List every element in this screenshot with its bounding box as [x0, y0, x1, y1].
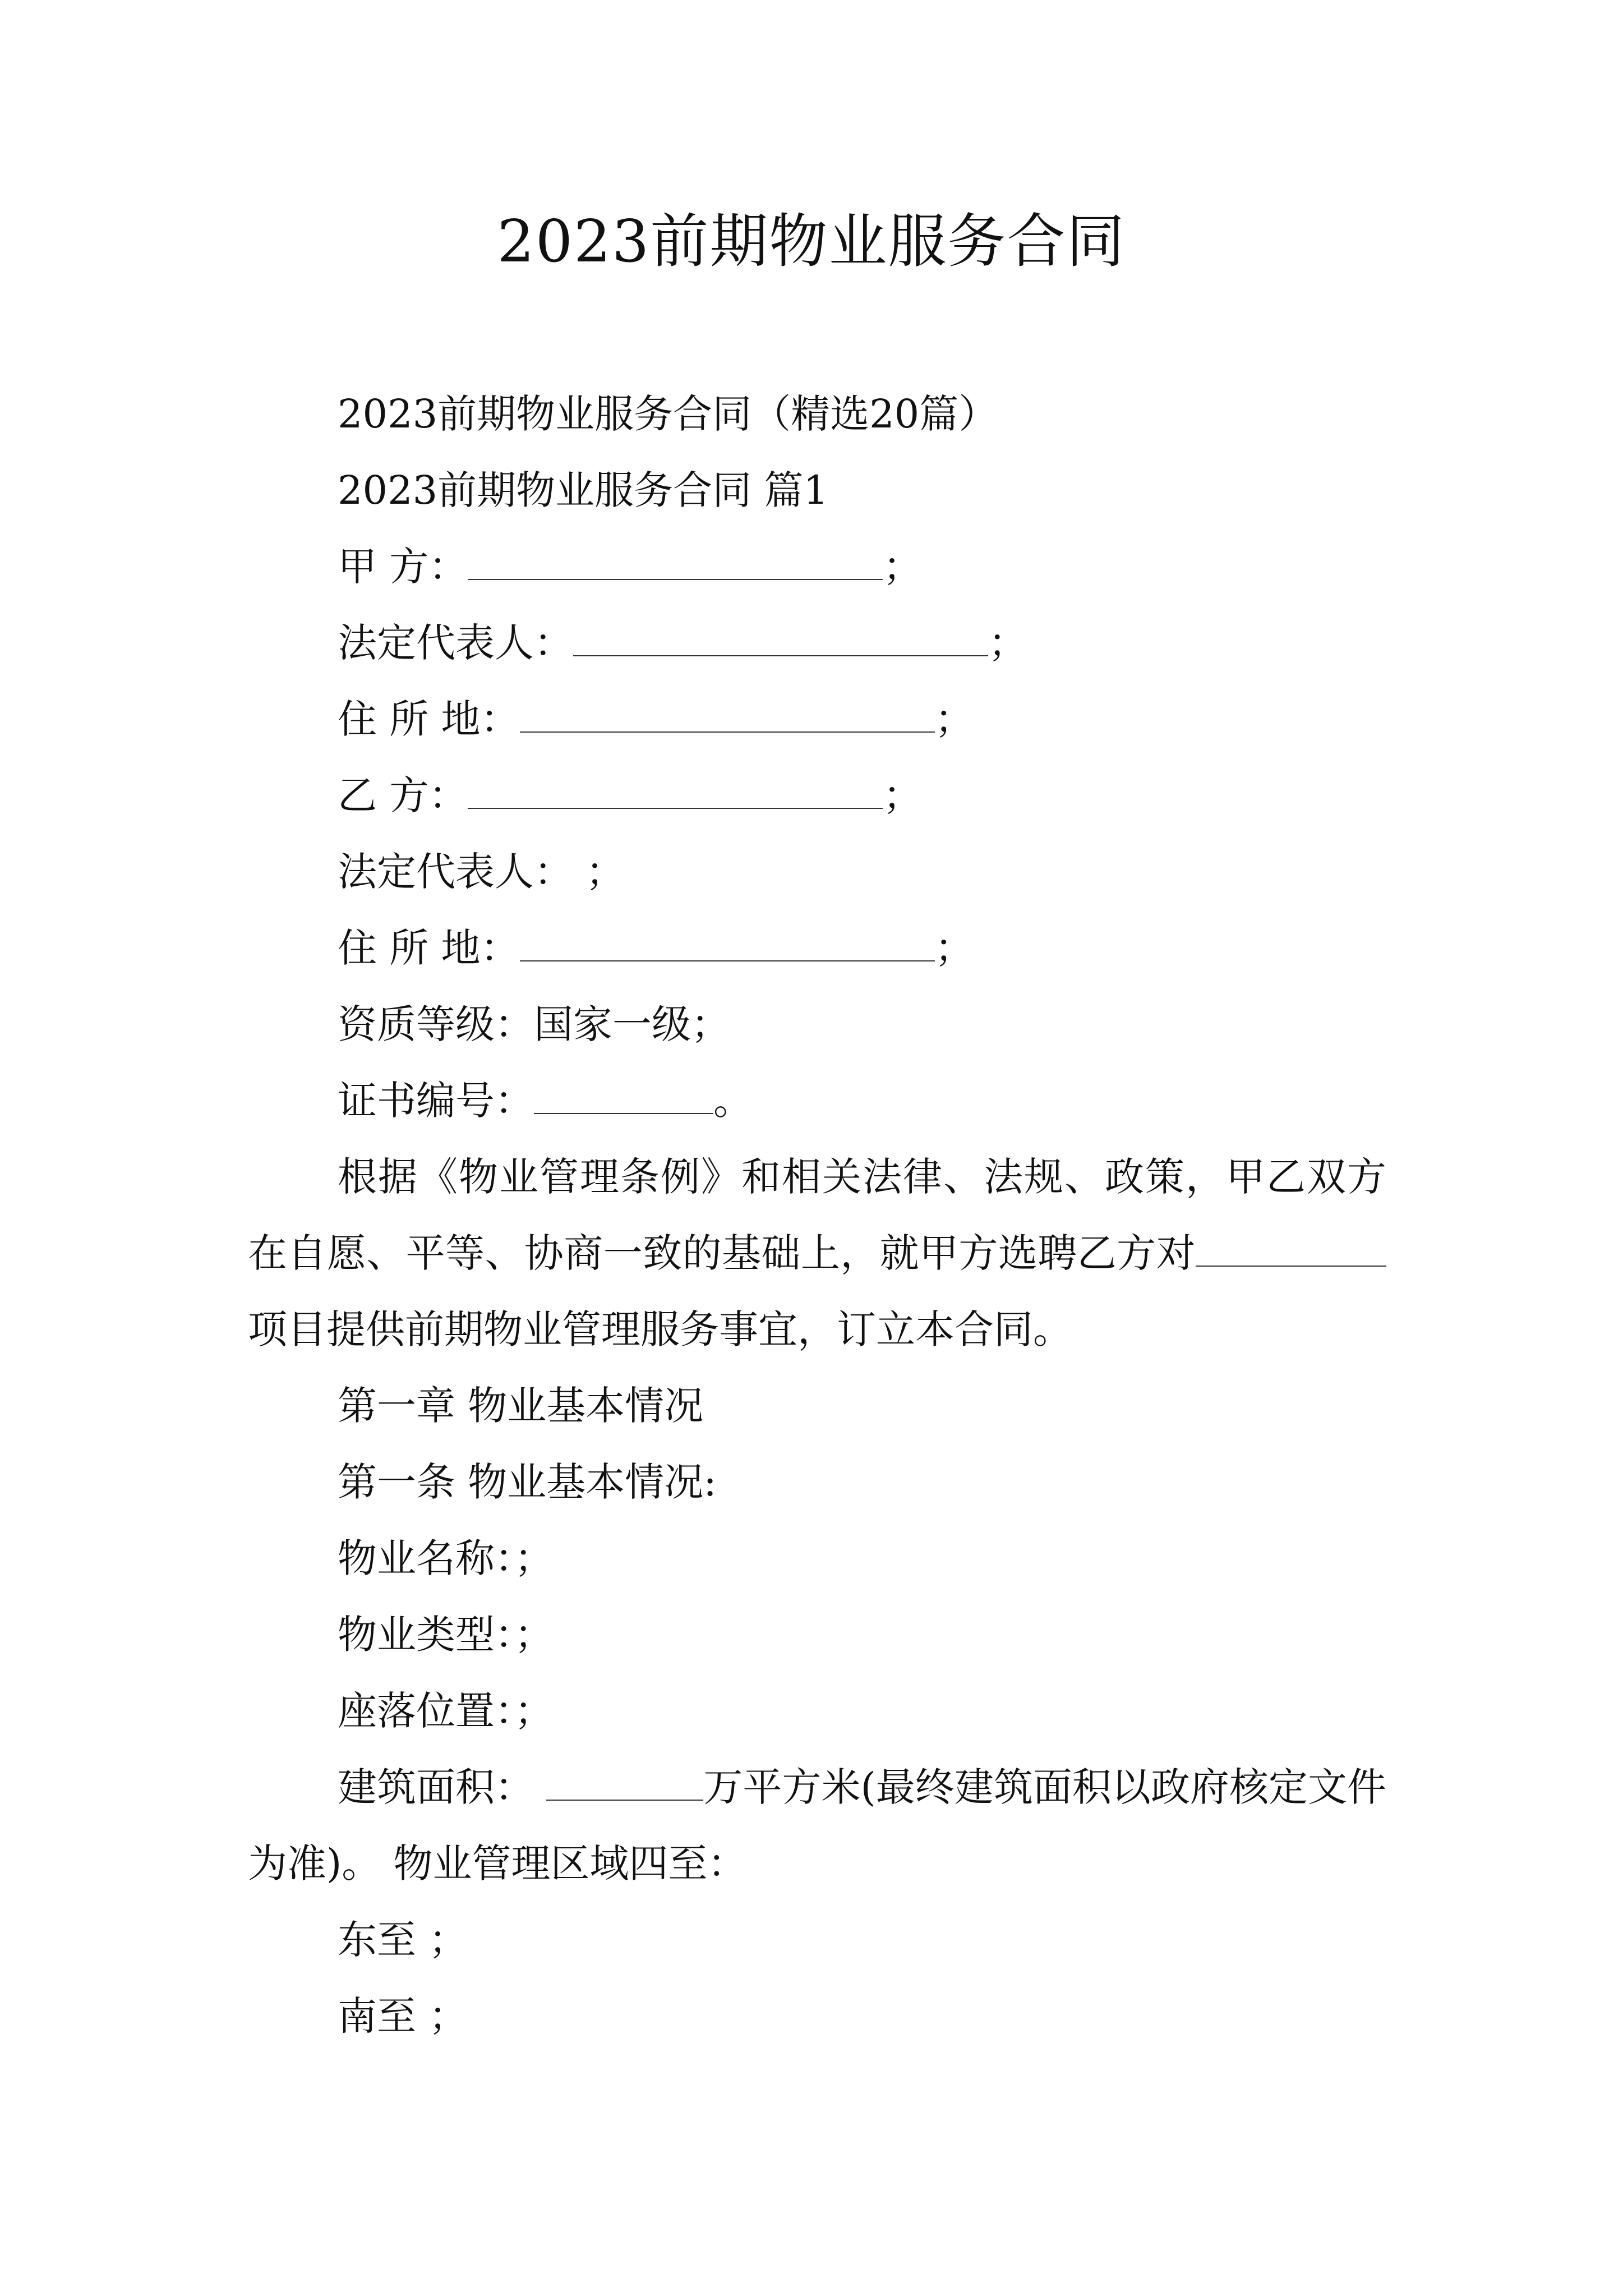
project-name-blank: [1196, 1233, 1386, 1267]
chapter-1-line: [248, 1368, 1386, 1444]
party-b-end: ；: [883, 772, 923, 818]
document-title: 2023前期物业服务合同: [497, 207, 1126, 275]
party-a-address-label: 住 所 地：: [338, 696, 520, 742]
intro-text-part1: 根据《物业管理条例》和相关法律、法规、政策，甲乙双方在自愿、平等、协商一致的基础上，就甲方选聘乙方对: [248, 1154, 1386, 1276]
party-b-blank: [468, 775, 883, 809]
party-b-rep-line: [248, 834, 1386, 910]
party-b-address-end: ；: [934, 925, 974, 971]
party-a-blank: [468, 546, 883, 580]
property-type-text: 物业类型：；: [338, 1612, 554, 1658]
party-b-address-line: [248, 910, 1386, 986]
party-b-rep-text: 法定代表人： ；: [338, 849, 625, 895]
section-heading-text: 2023前期物业服务合同 篇1: [338, 467, 828, 513]
party-a-rep-label: 法定代表人：: [338, 620, 573, 666]
qualification-line: [248, 986, 1386, 1062]
subtitle-text: 2023前期物业服务合同（精选20篇）: [338, 391, 998, 437]
party-a-rep-end: ；: [988, 620, 1027, 666]
certificate-line: [248, 1062, 1386, 1139]
location-text: 座落位置：；: [338, 1688, 554, 1734]
certificate-label: 证书编号：: [338, 1078, 534, 1124]
subtitle-line: [248, 376, 1386, 452]
intro-paragraph: [248, 1139, 1386, 1368]
property-name-line: [248, 1520, 1386, 1596]
property-type-line: [248, 1596, 1386, 1673]
party-a-label: 甲 方：: [338, 544, 468, 590]
area-blank: [546, 1767, 703, 1801]
article-1-line: [248, 1444, 1386, 1520]
chapter-1-heading: 第一章 物业基本情况: [338, 1383, 704, 1429]
certificate-blank: [534, 1080, 713, 1114]
east-boundary-line: [248, 1902, 1386, 1978]
party-a-address-blank: [520, 699, 935, 733]
area-text: 万平方米(最终建筑面积以政府核定文件为准)。 物业管理区域四至：: [248, 1764, 1386, 1887]
certificate-end: 。: [713, 1078, 753, 1124]
party-b-label: 乙 方：: [338, 772, 468, 818]
area-label: 建筑面积：: [338, 1764, 534, 1810]
party-a-end: ；: [883, 544, 923, 590]
intro-text-part2: 项目提供前期物业管理服务事宜，订立本合同。: [248, 1306, 1072, 1352]
property-name-text: 物业名称：；: [338, 1535, 554, 1581]
qualification-text: 资质等级：国家一级；: [338, 1001, 730, 1047]
section-heading-line: [248, 452, 1386, 528]
party-b-address-label: 住 所 地：: [338, 925, 520, 971]
party-a-address-end: ；: [934, 696, 974, 742]
area-paragraph: [248, 1749, 1386, 1902]
location-line: [248, 1673, 1386, 1749]
south-boundary-line: [248, 1978, 1386, 2054]
party-b-address-blank: [520, 928, 935, 961]
party-a-rep-blank: [573, 623, 988, 656]
party-a-line: [248, 528, 1386, 605]
party-a-rep-line: [248, 605, 1386, 681]
document-body: [248, 376, 1386, 2054]
party-b-line: [248, 757, 1386, 834]
south-boundary-text: 南至 ；: [338, 1993, 468, 2039]
east-boundary-text: 东至 ；: [338, 1917, 468, 1963]
article-1-heading: 第一条 物业基本情况:: [338, 1459, 717, 1505]
party-a-address-line: [248, 681, 1386, 757]
